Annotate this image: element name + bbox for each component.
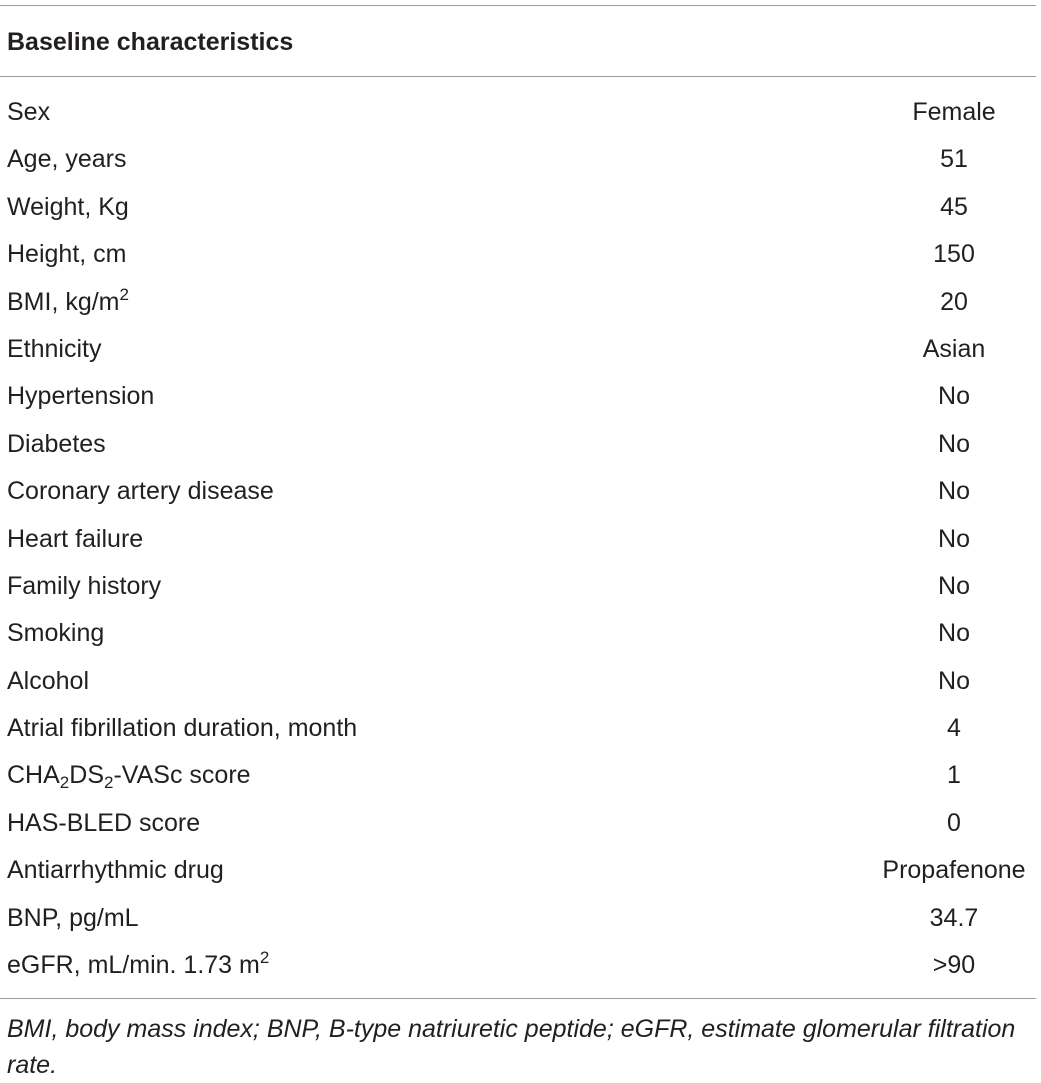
row-label: Ethnicity bbox=[7, 334, 102, 363]
table-row bbox=[0, 895, 1036, 942]
row-label: Coronary artery disease bbox=[7, 477, 274, 506]
row-label bbox=[7, 942, 269, 989]
row-label: BNP, pg/mL bbox=[7, 903, 139, 932]
table-row bbox=[0, 516, 1036, 563]
subscript: 2 bbox=[104, 773, 114, 793]
row-value: 0 bbox=[947, 808, 961, 837]
row-label: Alcohol bbox=[7, 666, 89, 695]
row-value: Female bbox=[912, 98, 996, 126]
table-row bbox=[0, 800, 1036, 847]
row-label: HAS-BLED score bbox=[7, 808, 201, 837]
row-label: Sex bbox=[7, 98, 51, 126]
table-row bbox=[0, 279, 1036, 326]
label-part: -VASc score bbox=[113, 761, 251, 790]
row-value: 45 bbox=[940, 192, 968, 221]
top-rule bbox=[0, 5, 1036, 6]
superscript: 2 bbox=[119, 284, 129, 304]
row-label: Heart failure bbox=[7, 524, 144, 553]
table-row bbox=[0, 563, 1036, 610]
table-row bbox=[0, 231, 1036, 278]
table-header: Baseline characteristics bbox=[7, 28, 294, 56]
row-label: Diabetes bbox=[7, 429, 106, 458]
row-label-text: BMI, kg/m bbox=[7, 287, 120, 316]
row-label: Hypertension bbox=[7, 382, 155, 411]
table-row bbox=[0, 847, 1036, 894]
table-footnote: BMI, body mass index; BNP, B-type natriuretic peptide; eGFR, estimate glomerular filtration rate. bbox=[7, 1015, 1016, 1079]
row-label-text: eGFR, mL/min. 1.73 m bbox=[7, 951, 260, 980]
table-row bbox=[0, 421, 1036, 468]
row-value: Propafenone bbox=[882, 856, 1026, 885]
row-value: No bbox=[938, 619, 970, 648]
row-label: Atrial fibrillation duration, month bbox=[7, 714, 358, 743]
row-label: Height, cm bbox=[7, 240, 127, 269]
table-row bbox=[0, 610, 1036, 657]
row-value: 150 bbox=[933, 240, 975, 269]
row-value: 51 bbox=[940, 145, 968, 174]
table-row bbox=[0, 326, 1036, 373]
superscript: 2 bbox=[259, 948, 270, 968]
table-row bbox=[0, 705, 1036, 752]
row-value: 34.7 bbox=[929, 903, 979, 932]
label-part: CHA bbox=[7, 761, 60, 790]
row-label: Weight, Kg bbox=[7, 192, 129, 221]
row-value: No bbox=[938, 382, 970, 411]
row-value: Asian bbox=[922, 334, 986, 363]
row-value: >90 bbox=[932, 951, 976, 980]
table-row bbox=[0, 468, 1036, 515]
row-value: No bbox=[938, 429, 970, 458]
table-row bbox=[0, 373, 1036, 420]
table-row bbox=[0, 89, 1036, 136]
label-part: DS bbox=[69, 761, 104, 790]
row-value: No bbox=[938, 524, 970, 553]
table-row bbox=[0, 136, 1036, 183]
row-value: 4 bbox=[947, 714, 961, 743]
subscript: 2 bbox=[59, 773, 70, 793]
table-row bbox=[0, 658, 1036, 705]
row-label: Smoking bbox=[7, 619, 105, 648]
table-row bbox=[0, 184, 1036, 231]
header-rule bbox=[0, 76, 1036, 77]
row-value: No bbox=[938, 666, 970, 695]
row-value: 20 bbox=[940, 287, 968, 316]
row-label bbox=[7, 752, 251, 799]
table-row bbox=[0, 752, 1036, 799]
row-label: Antiarrhythmic drug bbox=[7, 856, 224, 885]
table-body bbox=[0, 89, 1036, 989]
row-value: No bbox=[938, 571, 970, 600]
row-label bbox=[7, 279, 129, 326]
table-row bbox=[0, 942, 1036, 989]
row-value: 1 bbox=[947, 761, 961, 790]
row-label: Family history bbox=[7, 571, 162, 600]
bottom-rule bbox=[0, 998, 1036, 999]
row-value: No bbox=[938, 477, 970, 506]
row-label: Age, years bbox=[7, 145, 127, 174]
